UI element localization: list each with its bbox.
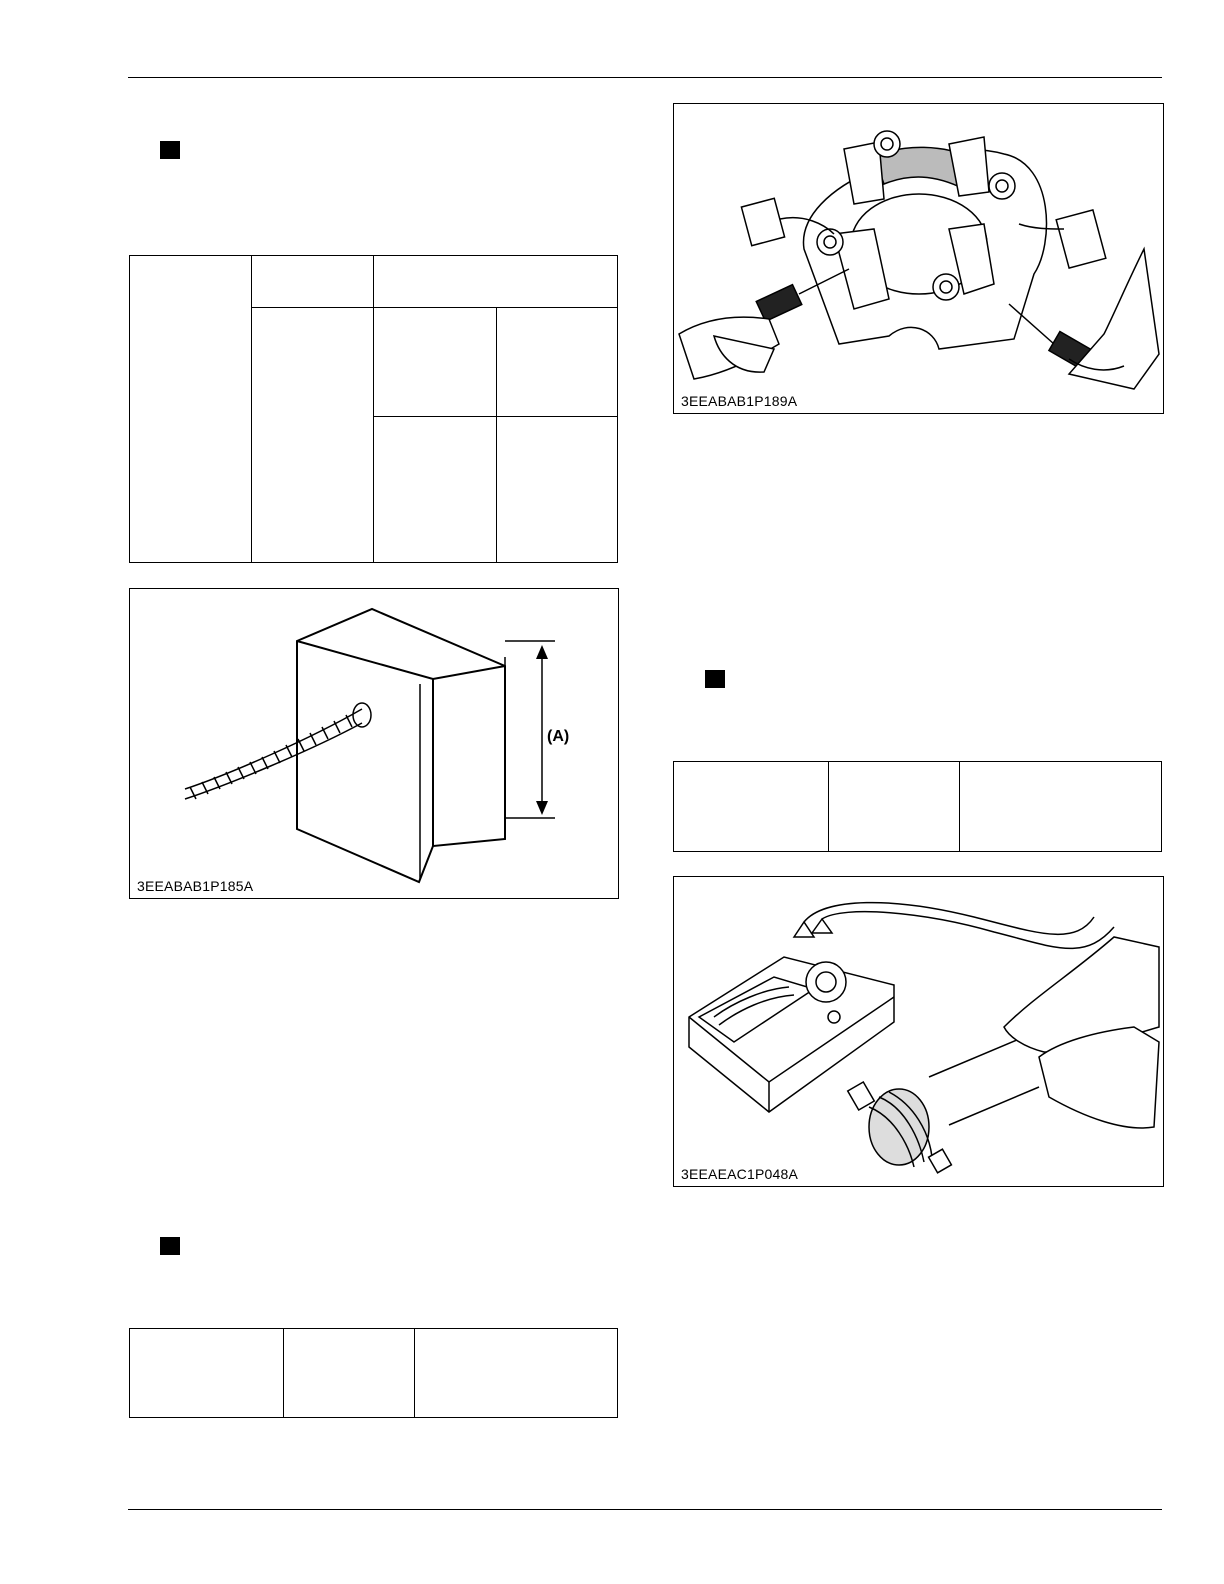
armature-tester-illustration — [674, 877, 1164, 1187]
dimension-label-a: (A) — [547, 728, 570, 745]
section-marker-icon — [160, 1237, 180, 1255]
figure-caption: 3EEABAB1P189A — [681, 393, 798, 409]
brush-length-figure — [129, 588, 619, 899]
brush-illustration — [130, 589, 619, 899]
armature-test-figure — [673, 876, 1164, 1187]
spec-table-brush — [129, 255, 618, 563]
header-rule — [128, 77, 1162, 78]
section-marker-icon — [160, 141, 180, 159]
brush-holder-illustration — [674, 104, 1164, 414]
brush-holder-figure — [673, 103, 1164, 414]
figure-caption: 3EEABAB1P185A — [137, 878, 254, 894]
spec-table-right — [673, 761, 1162, 852]
section-marker-icon — [705, 670, 725, 688]
spec-table-left-bottom — [129, 1328, 618, 1418]
footer-rule — [128, 1509, 1162, 1510]
figure-caption: 3EEAEAC1P048A — [681, 1166, 799, 1182]
